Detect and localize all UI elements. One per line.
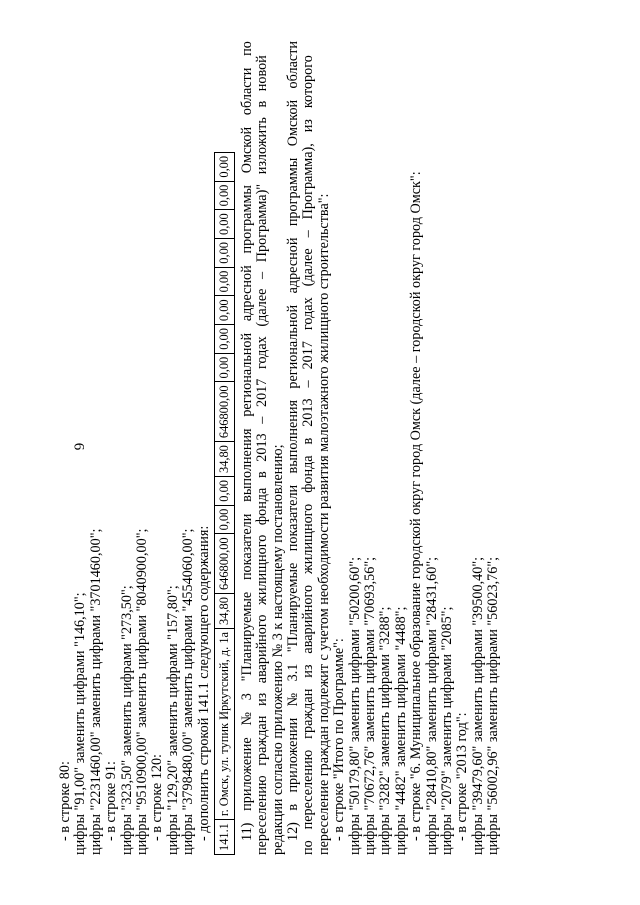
amendment-line: цифры "9510900,00" заменить цифрами "8040900,00"; [133, 528, 150, 855]
value-cell: 646800,00 [214, 382, 234, 442]
amendment-line: цифры "3798480,00" заменить цифрами "4554060,00"; [180, 528, 197, 855]
page-number: 6 [70, 442, 87, 451]
amendment-line: цифры "91,00" заменить цифрами "146,10"; [72, 592, 89, 855]
value-cell: 0,00 [214, 181, 234, 210]
amendment-line: цифры "129,20" заменить цифрами "157,80"; [164, 585, 181, 855]
amendment-line: - в строке "2013 год": [454, 712, 471, 841]
value-cell: 0,00 [214, 239, 234, 268]
value-cell: 0,00 [214, 477, 234, 506]
amendment-line: - в строке 91: [103, 761, 120, 841]
value-cell: 0,00 [214, 353, 234, 382]
amendment-line: цифры "323,50" заменить цифрами "273,50"; [118, 585, 135, 855]
amendment-line: цифры "2231460,00" заменить цифрами "3701460,00"; [87, 528, 104, 855]
amendment-line: цифры "39479,60" заменить цифрами "39500,40"; [469, 556, 486, 855]
value-cell: 0,00 [214, 505, 234, 534]
value-cell: 0,00 [214, 325, 234, 354]
amendment-line: - дополнить строкой 141.1 следующего содержания: [195, 525, 212, 841]
amendment-line: цифры "28410,80" заменить цифрами "28431,60"; [423, 556, 440, 855]
amendment-list-top [58, 40, 212, 855]
value-cell: 0,00 [214, 296, 234, 325]
value-cell: 0,00 [214, 210, 234, 239]
amendment-line: цифры "2079" заменить цифрами "2085"; [438, 606, 455, 855]
amendment-line: цифры "56002,96" заменить цифрами "56023,76"; [485, 556, 502, 855]
amendment-line: цифры "50179,80" заменить цифрами "50200,60"; [346, 556, 363, 855]
paragraph-12 [286, 40, 332, 855]
value-cell: 0,00 [214, 267, 234, 296]
value-cell: 646800,00 [214, 534, 234, 594]
paragraph-12-line-3: переселение граждан подлежит с учетом необходимости развития малоэтажного жилищного строительства": [315, 193, 332, 855]
document-body [57, 40, 502, 855]
paragraph-12-line-2: по переселению граждан из аварийного жилищного фонда в 2013 – 2017 годах (далее – Программа), из которого [300, 55, 317, 855]
paragraph-12-line-1: 12) в приложении № 3.1 "Планируемые показатели выполнения региональной адресной программы Омской области [285, 41, 302, 841]
amendment-line: - в строке 120: [149, 754, 166, 841]
amendment-line: цифры "3282" заменить цифрами "3288"; [377, 606, 394, 855]
amendment-line: - в строке 80: [57, 761, 73, 841]
amendment-line: цифры "70672,76" заменить цифрами "70693,56"; [362, 556, 379, 855]
amendment-line: - в строке "6. Муниципальное образование городской округ город Омск (далее – городской округ город Омск": [408, 171, 425, 841]
amendment-line: - в строке "Итого по Программе": [331, 638, 348, 841]
paragraph-11-line-1: 11) приложение № 3 "Планируемые показатели выполнения региональной адресной программы Омской области по [238, 41, 255, 841]
address-cell: г. Омск, ул. тупик Иркутский, д. 1а [214, 628, 234, 819]
amendment-line: цифры "4482" заменить цифрами "4488"; [392, 606, 409, 855]
row-number-cell: 141.1 [214, 820, 234, 855]
paragraph-11-line-2: переселению граждан из аварийного жилищного фонда в 2013 – 2017 годах (далее – Программа)" изложить в новой [254, 55, 271, 855]
table-row [214, 152, 234, 854]
amendment-list-bottom [332, 40, 501, 855]
paragraph-11-line-3: редакции согласно приложению № 3 к настоящему постановлению; [269, 444, 286, 855]
address-table [214, 152, 235, 855]
value-cell: 34,80 [214, 442, 234, 477]
value-cell: 0,00 [214, 152, 234, 181]
paragraph-11 [240, 40, 286, 855]
value-cell: 34,80 [214, 594, 234, 629]
